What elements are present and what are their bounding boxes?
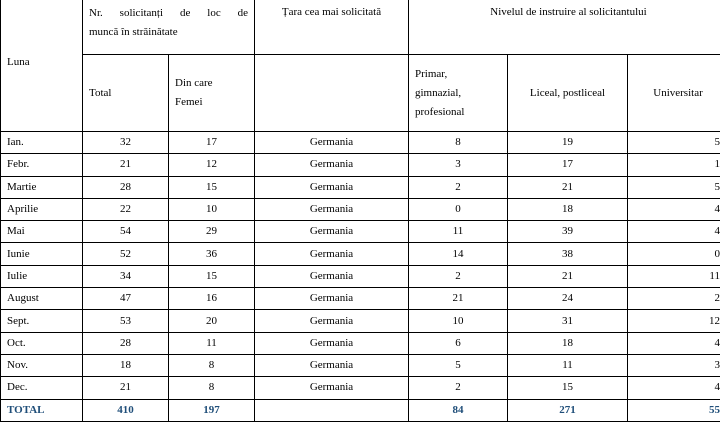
cell-primar: 2 [409,176,508,198]
table-row [1,132,720,154]
cell-femei: 17 [169,132,255,154]
cell-primar: 0 [409,198,508,220]
cell-liceal: 24 [508,288,628,310]
cell-liceal: 31 [508,310,628,332]
cell-primar: 14 [409,243,508,265]
cell-total: 53 [83,310,169,332]
header-tara [255,0,409,55]
total-cell-liceal: 271 [508,399,628,421]
header-primar-line2: gimnazial, [415,84,501,103]
cell-tara: Germania [255,154,409,176]
header-tara-label: Țara cea mai solicitată [282,6,381,18]
total-cell-femei: 197 [169,399,255,421]
cell-universitar: 4 [628,221,720,243]
header-nivel-label: Nivelul de instruire al solicitantului [490,6,646,18]
cell-universitar: 0 [628,243,720,265]
cell-tara: Germania [255,310,409,332]
cell-luna: August [1,288,83,310]
cell-total: 47 [83,288,169,310]
cell-femei: 16 [169,288,255,310]
cell-tara: Germania [255,332,409,354]
cell-tara: Germania [255,132,409,154]
cell-femei: 15 [169,176,255,198]
cell-tara: Germania [255,221,409,243]
table-row [1,243,720,265]
cell-universitar: 4 [628,198,720,220]
cell-tara: Germania [255,288,409,310]
total-cell-tara [255,399,409,421]
table-row [1,332,720,354]
cell-total: 34 [83,265,169,287]
header-primar-line1: Primar, [415,65,501,84]
cell-femei: 8 [169,354,255,376]
cell-primar: 2 [409,377,508,399]
cell-femei: 10 [169,198,255,220]
table-row [1,354,720,376]
table-row [1,176,720,198]
cell-total: 22 [83,198,169,220]
table-row [1,154,720,176]
cell-total: 21 [83,154,169,176]
cell-tara: Germania [255,176,409,198]
header-liceal [508,55,628,132]
cell-total: 32 [83,132,169,154]
total-cell-primar: 84 [409,399,508,421]
table-row [1,198,720,220]
header-primar-line3: profesional [415,103,501,122]
header-nr-solicitanti [83,0,255,55]
cell-total: 28 [83,332,169,354]
cell-total: 21 [83,377,169,399]
cell-femei: 8 [169,377,255,399]
cell-universitar: 12 [628,310,720,332]
cell-universitar: 2 [628,288,720,310]
cell-primar: 21 [409,288,508,310]
total-cell-universitar: 55 [628,399,720,421]
cell-total: 52 [83,243,169,265]
cell-total: 54 [83,221,169,243]
cell-luna: Mai [1,221,83,243]
cell-femei: 29 [169,221,255,243]
total-row [1,399,720,421]
cell-femei: 12 [169,154,255,176]
cell-universitar: 11 [628,265,720,287]
cell-universitar: 4 [628,377,720,399]
cell-luna: Iunie [1,243,83,265]
cell-luna: Ian. [1,132,83,154]
header-row-sub [1,55,720,132]
cell-primar: 6 [409,332,508,354]
cell-universitar: 4 [628,332,720,354]
header-nivel [409,0,720,55]
cell-primar: 8 [409,132,508,154]
cell-luna: Sept. [1,310,83,332]
cell-luna: Febr. [1,154,83,176]
cell-liceal: 21 [508,265,628,287]
cell-luna: Nov. [1,354,83,376]
cell-universitar: 1 [628,154,720,176]
cell-liceal: 18 [508,198,628,220]
cell-primar: 11 [409,221,508,243]
cell-liceal: 39 [508,221,628,243]
cell-total: 28 [83,176,169,198]
cell-liceal: 11 [508,354,628,376]
cell-liceal: 38 [508,243,628,265]
cell-primar: 10 [409,310,508,332]
cell-primar: 5 [409,354,508,376]
table-row [1,377,720,399]
cell-tara: Germania [255,198,409,220]
cell-tara: Germania [255,377,409,399]
table-row [1,265,720,287]
table-row [1,310,720,332]
total-cell-luna: TOTAL [1,399,83,421]
cell-femei: 11 [169,332,255,354]
header-tara-empty [255,55,409,132]
table-row [1,221,720,243]
cell-luna: Aprilie [1,198,83,220]
header-liceal-label: Liceal, postliceal [530,87,605,99]
header-universitar-label: Universitar [653,87,702,99]
cell-primar: 3 [409,154,508,176]
cell-luna: Dec. [1,377,83,399]
cell-liceal: 19 [508,132,628,154]
cell-liceal: 18 [508,332,628,354]
cell-universitar: 5 [628,132,720,154]
cell-total: 18 [83,354,169,376]
cell-universitar: 5 [628,176,720,198]
cell-luna: Martie [1,176,83,198]
header-total-label: Total [89,87,111,99]
cell-tara: Germania [255,354,409,376]
cell-tara: Germania [255,243,409,265]
cell-tara: Germania [255,265,409,287]
cell-luna: Oct. [1,332,83,354]
cell-liceal: 21 [508,176,628,198]
total-cell-total: 410 [83,399,169,421]
header-primar [409,55,508,132]
header-row-top [1,0,720,55]
header-universitar [628,55,720,132]
cell-femei: 20 [169,310,255,332]
cell-universitar: 3 [628,354,720,376]
header-din-care-line1: Din care [175,74,248,93]
cell-primar: 2 [409,265,508,287]
cell-liceal: 17 [508,154,628,176]
header-din-care [169,55,255,132]
cell-femei: 15 [169,265,255,287]
cell-luna: Iulie [1,265,83,287]
header-total [83,55,169,132]
header-nr-line2: muncă în străinătate [89,23,248,42]
table-row [1,288,720,310]
cell-liceal: 15 [508,377,628,399]
header-luna-label: Luna [7,56,30,68]
header-din-care-line2: Femei [175,93,248,112]
cell-femei: 36 [169,243,255,265]
header-nr-line1: Nr. solicitanți de loc de [89,4,248,23]
header-luna [1,0,83,132]
